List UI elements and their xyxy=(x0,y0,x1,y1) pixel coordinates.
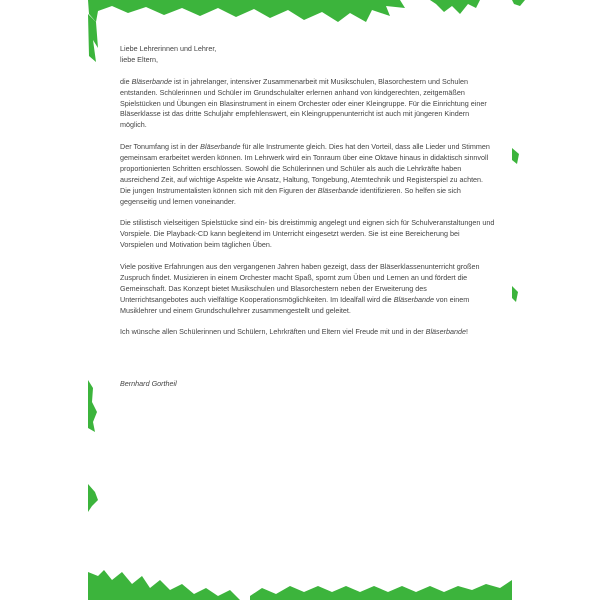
paragraph-text: die xyxy=(120,76,132,86)
signature: Bernhard Gortheil xyxy=(120,379,177,389)
paragraph-2 xyxy=(120,142,495,207)
brand-name-emphasis: Bläserbande xyxy=(393,294,435,304)
salutation-line-1: Liebe Lehrerinnen und Lehrer, xyxy=(120,44,217,53)
green-brush-stroke-top xyxy=(88,0,480,22)
paragraph-text: für alle Instrumente gleich. Dies hat den Vorteil, dass alle Lieder und Stimmen gemeinsam erarbeitet werden können. Im Lehrwerk wird ein Tonraum über eine Oktave hinaus in didaktisch sinnvoll proportionierten Schritten erschlossen. Sowohl die Schülerinnen und Schüler als auch die Lehrkräfte haben ausreichend Zeit, auf wichtige Aspekte wie Ansatz, Haltung, Tongebung, Atemtechnik und Registerspiel zu achten. Die jungen Instrumentalisten können sich mit den Figuren der xyxy=(120,142,490,195)
brand-name-emphasis: Bläserbande xyxy=(131,76,172,86)
brand-name-emphasis: Bläserbande xyxy=(317,185,359,195)
paragraph-text: identifizieren. So helfen sie sich gegenseitig und lernen voneinander. xyxy=(120,185,461,206)
paragraph-text: Der Tonumfang ist in der xyxy=(120,142,201,152)
salutation-line-2: liebe Eltern, xyxy=(120,54,158,64)
paragraph-text: Viele positive Erfahrungen aus den vergangenen Jahren haben gezeigt, dass der Bläserklassenunterricht großen Zuspruch findet. Musizieren in einem Orchester macht Spaß, spornt zum Üben und Lernen an und fördert die Gemeinschaft. Das Konzept bietet Musikschulen und Blasorchestern neben der Erweiterung des Unterrichtsangebotes auch vielfältige Kooperationsmöglichkeiten. Im Idealfall wird die xyxy=(120,262,480,304)
brand-name-emphasis: Bläserbande xyxy=(200,142,241,152)
paragraph-4 xyxy=(120,262,495,317)
paragraph-3: Die stilistisch vielseitigen Spielstücke sind ein- bis dreistimmig angelegt und eignen sich für Schulveranstaltungen und Vorspiele. Die Playback-CD kann begleitend im Unterricht eingesetzt werden. Sie ist eine Bereicherung bei Vorspielen und Motivation beim täglichen Üben. xyxy=(120,218,495,250)
brand-name-emphasis: Bläserbande xyxy=(425,327,467,337)
paragraph-text: ! xyxy=(466,327,469,337)
green-brush-stroke-right xyxy=(512,0,525,302)
green-brush-stroke-left xyxy=(88,14,98,512)
paragraph-1 xyxy=(120,77,495,132)
paragraph-5 xyxy=(120,327,495,338)
paragraph-text: Ich wünsche allen Schülerinnen und Schülern, Lehrkräften und Eltern viel Freude mit und in der xyxy=(120,327,426,337)
salutation xyxy=(120,44,495,66)
letter-body xyxy=(120,44,495,390)
paragraph-text: von einem Musiklehrer und einem Grundschullehrer zusammengestellt und geleitet. xyxy=(120,294,470,315)
green-brush-stroke-bottom xyxy=(88,570,512,600)
paragraph-text: ist in jahrelanger, intensiver Zusammenarbeit mit Musikschulen, Blasorchestern und Schulen entstanden. Schülerinnen und Schüler im Grundschulalter erlernen anhand von kindgerechten, zeitgemäßen Spielstücken und Übungen ein Blasinstrument in einem Orchester oder einer Kleingruppe. Für die Einrichtung einer Bläserklasse ist das dritte Schuljahr empfehlenswert, ein Kleingruppenunterricht ist auch mit jüngeren Kindern möglich. xyxy=(120,76,487,130)
